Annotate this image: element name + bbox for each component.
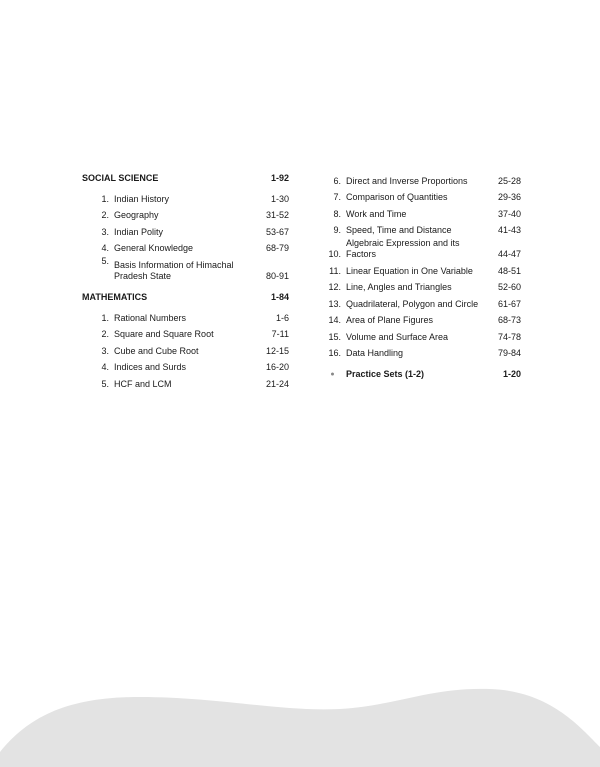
entry-title: Square and Square Root <box>114 329 214 339</box>
entry-number: 14. <box>328 315 341 325</box>
entry-title: Practice Sets (1-2) <box>346 369 425 379</box>
wave-shape <box>0 689 600 767</box>
entry-pages: 1-30 <box>270 193 289 204</box>
entry-pages: 37-40 <box>497 208 521 219</box>
entry-pages: 53-67 <box>265 226 289 237</box>
entry-number: 15. <box>328 331 341 342</box>
entry-title: Indian Polity <box>114 226 164 237</box>
entry-pages: 68-79 <box>265 243 289 253</box>
entry-title: General Knowledge <box>114 243 194 253</box>
toc-entry <box>324 293 521 310</box>
entry-title: Volume and Surface Area <box>346 331 449 342</box>
entry-pages: 41-43 <box>497 225 521 235</box>
section-heading-social-science <box>82 170 289 186</box>
entry-number: 4. <box>101 362 109 372</box>
toc-entry <box>82 254 289 282</box>
entry-pages: 12-15 <box>265 345 289 356</box>
toc-entry <box>82 221 289 238</box>
entry-number: 9. <box>333 225 341 235</box>
entry-number: 5. <box>101 378 109 389</box>
toc-right-column <box>324 170 521 382</box>
entry-title: Algebraic Expression and its Factors <box>346 238 460 259</box>
toc-entry <box>82 307 289 324</box>
toc-entry <box>82 340 289 357</box>
toc-entry <box>82 373 289 390</box>
entry-number: 10. <box>328 249 341 259</box>
toc-entry <box>324 170 521 187</box>
entry-title: Cube and Cube Root <box>114 345 199 356</box>
toc-entry <box>324 326 521 343</box>
entry-number: 3. <box>101 345 109 356</box>
toc-entry <box>324 203 521 220</box>
toc-entry <box>324 310 521 327</box>
entry-title: Linear Equation in One Variable <box>346 265 473 276</box>
section-pages: 1-92 <box>270 173 289 183</box>
entry-number: 4. <box>101 243 109 253</box>
bullet-icon: ● <box>330 370 335 378</box>
practice-sets-entry <box>324 366 521 382</box>
entry-pages: 61-67 <box>497 298 521 309</box>
entry-title: Line, Angles and Triangles <box>346 282 452 292</box>
entry-number: 6. <box>333 175 341 186</box>
entry-number: 8. <box>333 208 341 219</box>
entry-title: Speed, Time and Distance <box>346 225 452 235</box>
toc-entry <box>82 205 289 222</box>
entry-pages: 52-60 <box>497 282 521 292</box>
entry-title: Area of Plane Figures <box>346 315 434 325</box>
entry-pages: 16-20 <box>265 362 289 372</box>
decorative-wave <box>0 647 600 767</box>
section-heading-mathematics <box>82 289 289 305</box>
entry-pages: 7-11 <box>271 329 289 339</box>
entry-pages: 79-84 <box>497 348 521 358</box>
toc-entry <box>324 220 521 237</box>
entry-title: Work and Time <box>346 208 407 219</box>
toc-entry <box>82 324 289 341</box>
toc-entry <box>82 188 289 205</box>
entry-number: 2. <box>101 210 109 220</box>
entry-pages: 1-20 <box>502 369 521 379</box>
entry-title: Direct and Inverse Proportions <box>346 175 468 186</box>
entry-title: Indian History <box>114 193 170 204</box>
section-title: MATHEMATICS <box>82 292 148 302</box>
entry-title: Indices and Surds <box>114 362 187 372</box>
entry-number: 1. <box>101 312 109 323</box>
section-pages: 1-84 <box>270 292 289 302</box>
entry-pages: 31-52 <box>265 210 289 220</box>
entry-number: 11. <box>329 265 341 276</box>
entry-pages: 1-6 <box>275 312 289 323</box>
entry-title: Quadrilateral, Polygon and Circle <box>346 298 479 309</box>
entry-number: 5. <box>101 256 109 266</box>
entry-pages: 74-78 <box>497 331 521 342</box>
entry-number: 2. <box>101 329 109 339</box>
entry-pages: 44-47 <box>497 249 521 259</box>
entry-pages: 21-24 <box>265 378 289 389</box>
entry-title: HCF and LCM <box>114 378 172 389</box>
entry-pages: 80-91 <box>265 271 289 281</box>
entry-number: 13. <box>328 298 341 309</box>
toc-entry <box>324 277 521 294</box>
entry-number: 16. <box>328 348 341 358</box>
toc-entry <box>324 187 521 204</box>
toc-entry <box>324 260 521 277</box>
entry-pages: 48-51 <box>497 265 521 276</box>
entry-title: Data Handling <box>346 348 404 358</box>
entry-pages: 68-73 <box>497 315 521 325</box>
toc-left-column <box>82 170 289 390</box>
entry-title: Geography <box>114 210 159 220</box>
entry-number: 7. <box>333 192 341 202</box>
entry-number: 12. <box>328 282 341 292</box>
entry-number: 1. <box>101 193 109 204</box>
section-title: SOCIAL SCIENCE <box>82 173 159 183</box>
entry-title: Rational Numbers <box>114 312 187 323</box>
entry-pages: 29-36 <box>497 192 521 202</box>
entry-number: 3. <box>101 226 109 237</box>
entry-pages: 25-28 <box>497 175 521 186</box>
toc-entry <box>82 357 289 374</box>
entry-title: Basis Information of Himachal Pradesh State <box>114 260 234 281</box>
toc-entry <box>324 343 521 360</box>
entry-title: Comparison of Quantities <box>346 192 448 202</box>
toc-entry <box>82 238 289 255</box>
toc-entry <box>324 236 521 260</box>
